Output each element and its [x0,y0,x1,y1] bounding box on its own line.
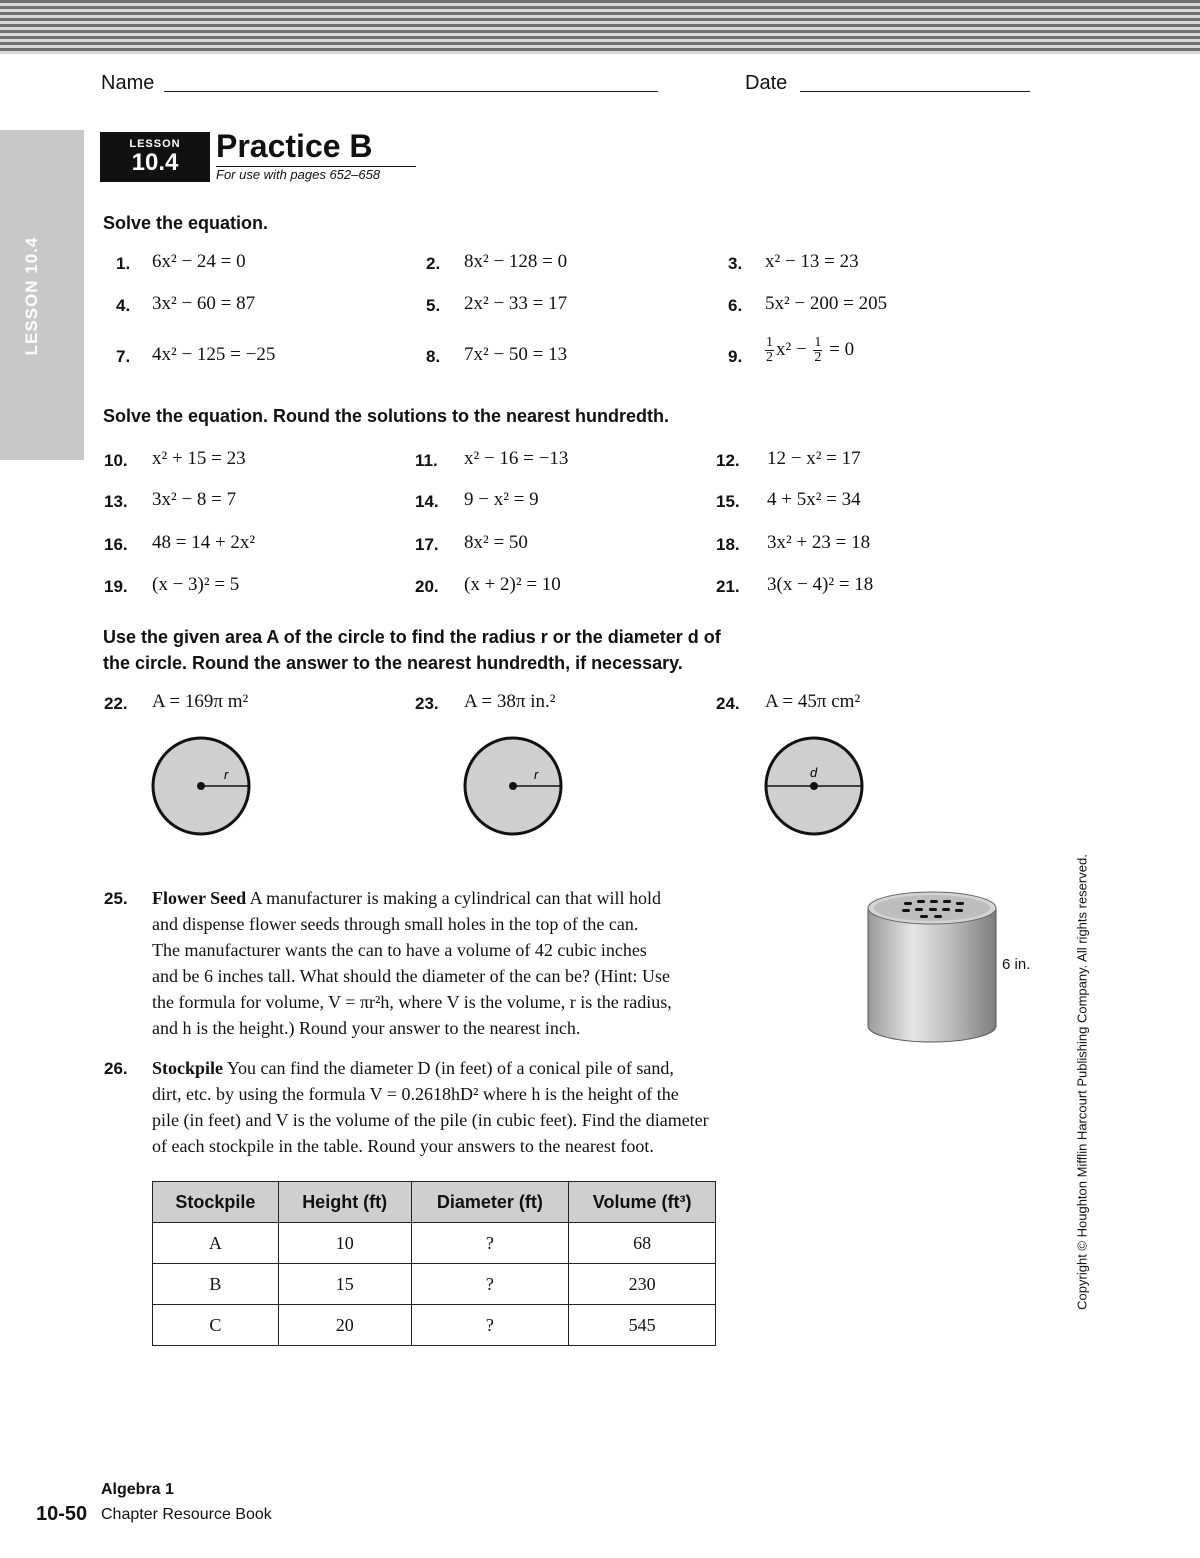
diameter-label: d [810,765,818,780]
problem-number: 9. [728,347,743,366]
problem-equation: 6x² − 24 = 0 [152,251,246,272]
problem-equation: 2x² − 33 = 17 [464,293,568,314]
table-cell: ? [411,1223,569,1264]
problem-equation: A = 38π in.² [464,691,556,712]
table-row [153,1264,716,1305]
problem-number: 8. [426,347,441,366]
table-cell: ? [411,1305,569,1346]
table-cell: A [153,1223,279,1264]
problem-number: 14. [415,492,439,511]
table-row [153,1223,716,1264]
circle-radius-diagram [462,735,564,837]
problem-number: 20. [415,577,439,596]
problem-number: 22. [104,694,128,713]
date-label: Date [745,72,788,94]
problem-equation: 8x² = 50 [464,532,528,553]
table-cell: ? [411,1264,569,1305]
problem-number: 23. [415,694,439,713]
circle-diameter-diagram [763,735,865,837]
section3-directions-line2: the circle. Round the answer to the nearest hundredth, if necessary. [103,653,683,673]
problem-number: 2. [426,254,441,273]
problem-equation: x² − 16 = −13 [464,448,569,469]
problem-number: 19. [104,577,128,596]
table-cell: B [153,1264,279,1305]
section3-directions-line1: Use the given area A of the circle to find the radius r or the diameter d of [103,627,721,647]
problem-number: 4. [116,296,131,315]
problem-equation: x² + 15 = 23 [152,448,246,469]
problem-number: 7. [116,347,131,366]
lesson-badge [100,132,210,182]
footer-book: Chapter Resource Book [101,1506,272,1523]
problem-equation: A = 169π m² [152,691,249,712]
footer-page-number: 10-50 [36,1503,88,1525]
section1-directions: Solve the equation. [103,213,269,233]
table-row [153,1305,716,1346]
table-cell: 20 [278,1305,411,1346]
section2-directions: Solve the equation. Round the solutions to the nearest hundredth. [103,406,670,426]
problem-equation: (x − 3)² = 5 [152,574,240,595]
column-header: Diameter (ft) [411,1182,569,1223]
problem-equation: 3x² − 8 = 7 [152,489,237,510]
side-tab [0,130,84,460]
problem-number: 24. [716,694,740,713]
name-field[interactable] [164,91,658,92]
problem-equation: 4x² − 125 = −25 [152,344,276,365]
table-cell: 10 [278,1223,411,1264]
column-header: Height (ft) [278,1182,411,1223]
column-header: Stockpile [153,1182,279,1223]
problem-number: 25. [104,889,128,908]
column-header: Volume (ft³) [569,1182,716,1223]
date-field[interactable] [800,91,1030,92]
problem-equation: 5x² − 200 = 205 [765,293,888,314]
problem-equation: 12 − x² = 17 [767,448,861,469]
stockpile-table [152,1181,716,1346]
problem-equation: 48 = 14 + 2x² [152,532,256,553]
problem-number: 17. [415,535,439,554]
problem-number: 13. [104,492,128,511]
problem-number: 3. [728,254,743,273]
side-tab-label: LESSON 10.4 [22,236,41,356]
name-label: Name [101,72,155,94]
page-title: Practice B [216,128,373,164]
problem-equation: x² − 13 = 23 [765,251,859,272]
problem-number: 5. [426,296,441,315]
problem-equation: 9 − x² = 9 [464,489,539,510]
problem-number: 26. [104,1059,128,1078]
problem-equation: 3x² + 23 = 18 [767,532,871,553]
problem-equation: 4 + 5x² = 34 [767,489,861,510]
problem-number: 21. [716,577,740,596]
problem-equation-fraction: $\frac{1}{2}$ x² − $\frac{1}{2}$ = 0 [766,335,855,365]
problem-number: 11. [415,451,438,470]
page-subtitle: For use with pages 652–658 [216,167,381,182]
can-height-label: 6 in. [1002,956,1031,973]
table-header-row [153,1182,716,1223]
problem25-text: Flower Seed A manufacturer is making a cylindrical can that will hold and dispense flower seeds through small holes in the top of the can. The manufacturer wants the can to have a volume of 42 cubic inches and be 6 inches tall. What should the diameter of the can be? (Hint: Use the formula for volume, V = πr²h, where V is the volume, r is the radius, and h is the height.) Round your answer to the nearest inch. [152,888,672,1038]
table-cell: 545 [569,1305,716,1346]
problem-number: 15. [716,492,740,511]
problem-number: 16. [104,535,128,554]
problem26-text: Stockpile You can find the diameter D (in feet) of a conical pile of sand, dirt, etc. by using the formula V = 0.2618hD² where h is the height of the pile (in feet) and V is the volume of the pile (in cubic feet). Find the diameter of each stockpile in the table. Round your answers to the nearest foot. [152,1058,709,1156]
circle-radius-diagram [150,735,252,837]
problem25-title: Flower Seed [152,888,247,908]
table-cell: 230 [569,1264,716,1305]
problem-equation: 3(x − 4)² = 18 [767,574,874,595]
problem-number: 18. [716,535,740,554]
table-cell: 15 [278,1264,411,1305]
problem-number: 1. [116,254,131,273]
problem-equation: A = 45π cm² [765,691,861,712]
problem-equation: 7x² − 50 = 13 [464,344,568,365]
lesson-badge-number: 10.4 [131,149,179,176]
problem-equation: 8x² − 128 = 0 [464,251,568,272]
problem26-title: Stockpile [152,1058,224,1078]
header-stripes [0,0,1200,54]
copyright-notice: Copyright © Houghton Mifflin Harcourt Publishing Company. All rights reserved. [1074,854,1090,1310]
problem-number: 12. [716,451,740,470]
radius-label: r [534,767,539,782]
problem-number: 10. [104,451,128,470]
radius-label: r [224,767,229,782]
problem-equation: (x + 2)² = 10 [464,574,561,595]
problem-equation: 3x² − 60 = 87 [152,293,256,314]
table-cell: C [153,1305,279,1346]
problem-number: 6. [728,296,743,315]
table-cell: 68 [569,1223,716,1264]
lesson-badge-label: LESSON [129,138,181,150]
footer-course: Algebra 1 [101,1481,174,1498]
seed-can-illustration [862,888,1002,1044]
